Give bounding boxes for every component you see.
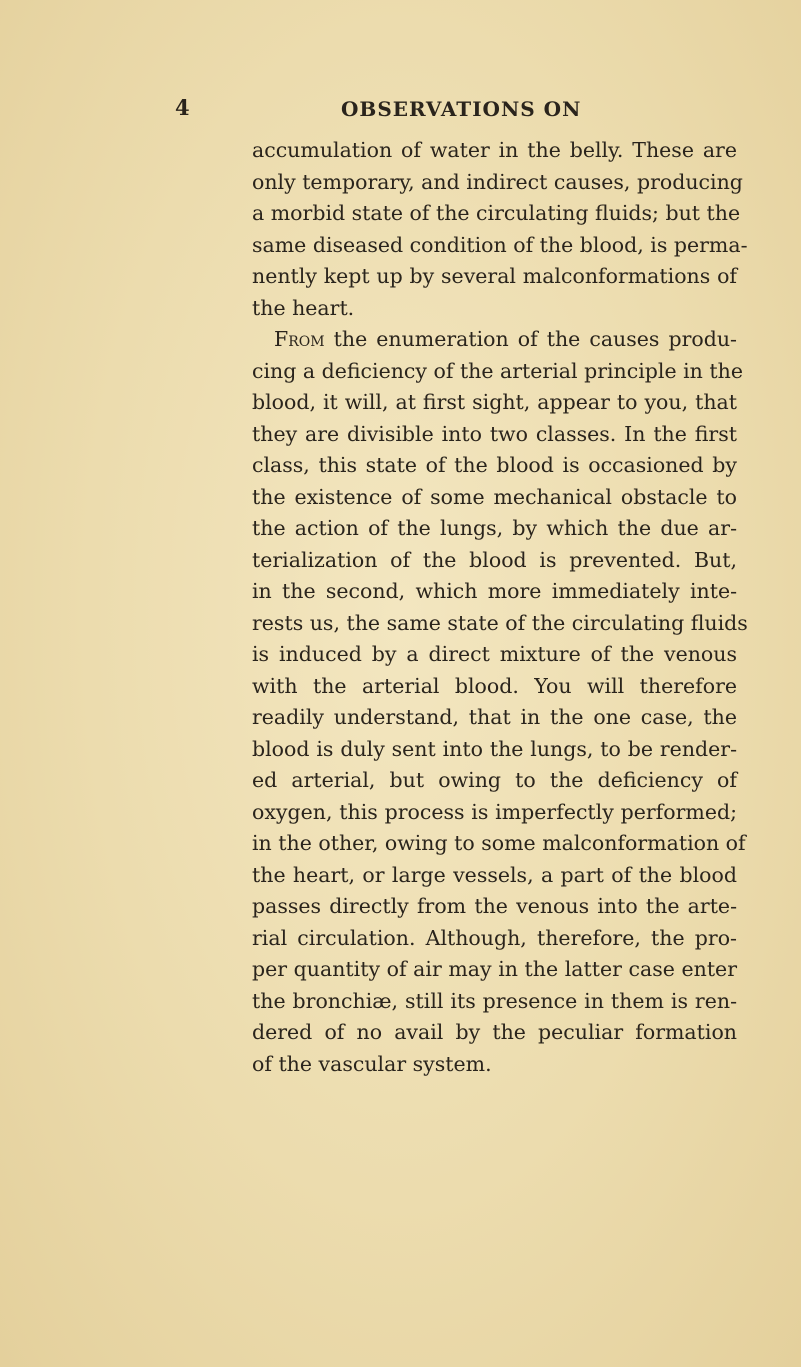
text-line: the enumeration of the causes produ- [324, 327, 737, 351]
text-line: terialization of the blood is prevented. But, [252, 547, 737, 572]
text-line: cing a deficiency of the arterial principle in the [252, 358, 743, 383]
text-line: class, this state of the blood is occasioned by [252, 453, 737, 477]
page-number: 4 [175, 95, 190, 120]
text-line: rests us, the same state of the circulating fluids [252, 610, 748, 635]
lead-word: From [274, 327, 325, 351]
text-line: the heart. [252, 295, 355, 320]
text-line: of the vascular system. [252, 1051, 492, 1076]
text-line: in the other, owing to some malconformation of [252, 831, 746, 855]
text-line: ed arterial, but owing to the deficiency of [252, 768, 737, 792]
body-text [252, 135, 748, 1080]
text-line: with the arterial blood. You will therefore [252, 673, 737, 698]
text-line: dered of no avail by the peculiar formation [252, 1020, 737, 1044]
text-line: they are divisible into two classes. In the first [252, 421, 737, 446]
text-line: the bronchiæ, still its presence in them is ren- [252, 988, 737, 1013]
text-line: same diseased condition of the blood, is perma- [252, 232, 748, 257]
text-line: the heart, or large vessels, a part of the blood [252, 862, 737, 887]
text-line: blood is duly sent into the lungs, to be render- [252, 736, 737, 761]
text-line: accumulation of water in the belly. These are [252, 138, 737, 162]
text-line: is induced by a direct mixture of the venous [252, 642, 737, 666]
text-line: nently kept up by several malconformations of [252, 264, 737, 288]
text-line: oxygen, this process is imperfectly performed; [252, 799, 737, 824]
text-line: the action of the lungs, by which the due ar- [252, 516, 737, 540]
text-line: only temporary, and indirect causes, producing [252, 169, 743, 194]
running-head: OBSERVATIONS ON [341, 97, 582, 121]
text-line: passes directly from the venous into the arte- [252, 894, 737, 918]
text-line: a morbid state of the circulating fluids; but the [252, 201, 741, 225]
paragraph-first-line [252, 324, 737, 356]
text-line: blood, it will, at first sight, appear to you, that [252, 390, 737, 414]
text-line: rial circulation. Although, therefore, the pro- [252, 925, 737, 950]
text-line: in the second, which more immediately inte- [252, 579, 737, 603]
page-header [0, 95, 801, 131]
text-line: per quantity of air may in the latter case enter [252, 957, 737, 981]
text-line: the existence of some mechanical obstacle to [252, 484, 737, 509]
text-line: readily understand, that in the one case, the [252, 705, 737, 729]
